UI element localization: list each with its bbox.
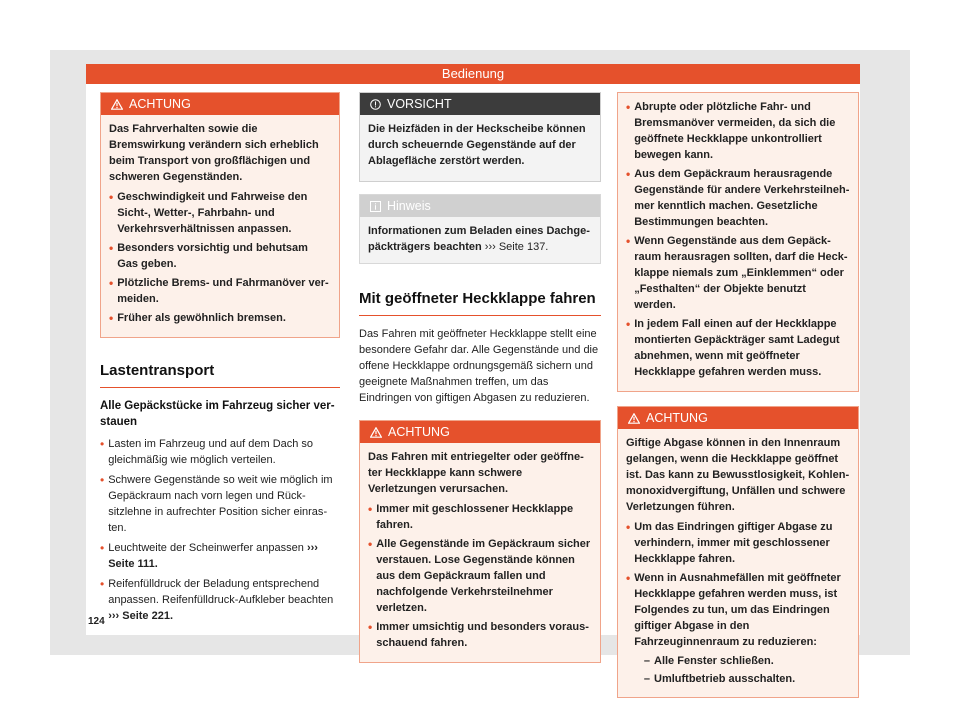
warning-intro: Das Fahren mit entriegelter oder geöffneter Heckklappe kann schwere Verletzungen verursachen. [368,451,584,495]
subheading: Alle Gepäckstücke im Fahrzeug sicher verstauen [100,400,335,428]
warning-intro: Giftige Abgase können in den Innenraum gelangen, wenn die Heckklappe geöffnet ist. Das kann zu Bewusstlosigkeit, Kohlenmonoxidvergiftung, Unfällen und schwere Verletzungen führen. [626,437,850,513]
warning-title-text: ACHTUNG [646,411,708,425]
warning-icon [628,413,640,424]
warning-box [617,406,859,698]
warning-continued-body [618,93,858,391]
warning-title-text: ACHTUNG [388,425,450,439]
list-item: • Plötzliche Brems- und Fahrmanöver vermeiden. [109,276,329,305]
list-item: • Immer umsichtig und besonders vorausschauend fahren. [368,620,589,649]
warning-icon [111,99,123,110]
note-title-text: Hinweis [387,199,431,213]
warning-title-text: ACHTUNG [129,97,191,111]
caution-box-title [360,93,600,115]
list-item: • Alle Gegenstände im Gepäckraum sicher verstauen. Lose Gegenstände können aus dem Gepäckraum fallen und nachfolgende Verkehrsteilnehmer verletzen. [368,537,591,614]
warning-box-title [618,407,858,429]
warning-body [360,443,600,662]
page-link[interactable]: ››› Seite 221. [108,610,174,622]
caution-text: Die Heizfäden in der Heckscheibe können durch scheuernde Gegenstände auf der Ablagefläche zerstört werden. [368,123,586,167]
page-number: 124 [88,616,105,627]
column-2 [359,92,601,675]
list-item: • Lasten im Fahrzeug und auf dem Dach so gleichmäßig wie möglich verteilen. [100,437,314,466]
warning-box-title [101,93,339,115]
sub-list-item: – Alle Fenster schließen. [643,655,774,667]
list-item: • Leuchtweite der Scheinwerfer anpassen ››› Seite 111. [100,541,318,570]
page-link[interactable]: ››› Seite 111. [108,542,318,570]
list-item: • Geschwindigkeit und Fahrweise den Sicht-, Wetter-, Fahrbahn- und Verkehrsverhältnissen anpassen. [109,190,308,235]
column-1 [100,92,340,628]
section-title-heckklappe: Mit geöffneter Heckklappe fahren [359,290,601,316]
note-text: Informationen zum Beladen eines Dachgepäckträgers beachten [368,225,590,253]
warning-box [100,92,340,338]
caution-body [360,115,600,181]
list-item: • Wenn in Ausnahmefällen mit geöffneter Heckklappe gefahren werden muss, ist Folgendes zu tun, um das Eindringen giftiger Abgase in den Fahrzeuginnenraum zu reduzieren: [626,571,841,648]
list-item: • Abrupte oder plötzliche Fahr- und Bremsmanöver vermeiden, da sich die geöffnete Heckklappe unkontrolliert bewegen kann. [626,100,836,161]
list-item: • Besonders vorsichtig und behutsam Gas geben. [109,241,308,270]
list-item: • Früher als gewöhnlich bremsen. [109,311,286,325]
note-box [359,194,601,264]
caution-box [359,92,601,182]
bullet-list [100,436,340,624]
warning-continued-box [617,92,859,392]
note-icon [370,201,381,212]
list-item: • In jedem Fall einen auf der Heckklappe montierten Gepäckträger samt Ladegut abnehmen, wenn mit geöffneter Heckklappe gefahren werden muss. [626,317,840,378]
list-item: • Immer mit geschlossener Heckklappe fahren. [368,502,574,531]
warning-icon [370,427,382,438]
list-item: • Reifenfülldruck der Beladung entsprechend anpassen. Reifenfülldruck-Aufkleber beachten ››› Seite 221. [100,577,334,622]
chapter-header: Bedienung [86,64,860,84]
warning-intro: Das Fahrverhalten sowie die Bremswirkung verändern sich erheblich beim Transport von großflächigen und schweren Gegenständen. [109,123,319,183]
caution-title-text: VORSICHT [387,97,452,111]
page-link[interactable]: ››› Seite 137. [484,241,549,253]
sub-list-item: – Umluftbetrieb ausschalten. [643,673,796,685]
note-box-title [360,195,600,217]
list-item: • Aus dem Gepäckraum herausragende Gegenstände für andere Verkehrsteilnehmer kenntlich machen. Gesetzliche Bestimmungen beachten. [626,167,850,228]
list-item: • Wenn Gegenstände aus dem Gepäckraum herausragen sollten, darf die Heckklappe niemals zum „Einklemmen“ oder „Festhalten“ der Objekte benutzt werden. [626,234,848,311]
warning-body [618,429,858,697]
info-icon [370,99,381,110]
section-title-lastentransport: Lastentransport [100,362,340,388]
warning-body [101,115,339,337]
column-3 [617,92,859,710]
list-item: • Um das Eindringen giftiger Abgase zu verhindern, immer mit geschlossener Heckklappe fahren. [626,520,833,565]
list-item: • Schwere Gegenstände so weit wie möglich im Gepäckraum nach vorn legen und Rücksitzlehne in aufrechter Position sicher einrasten. [100,473,333,534]
note-body [360,217,600,263]
warning-box-title [360,421,600,443]
warning-box [359,420,601,663]
section-paragraph: Das Fahren mit geöffneter Heckklappe stellt eine besondere Gefahr dar. Alle Gegenstände und die offene Heckklappe ordnungsgemäß sichern und geeignete Maßnahmen treffen, um das Eindringen von giftigen Abgasen zu reduzieren. [359,328,599,404]
